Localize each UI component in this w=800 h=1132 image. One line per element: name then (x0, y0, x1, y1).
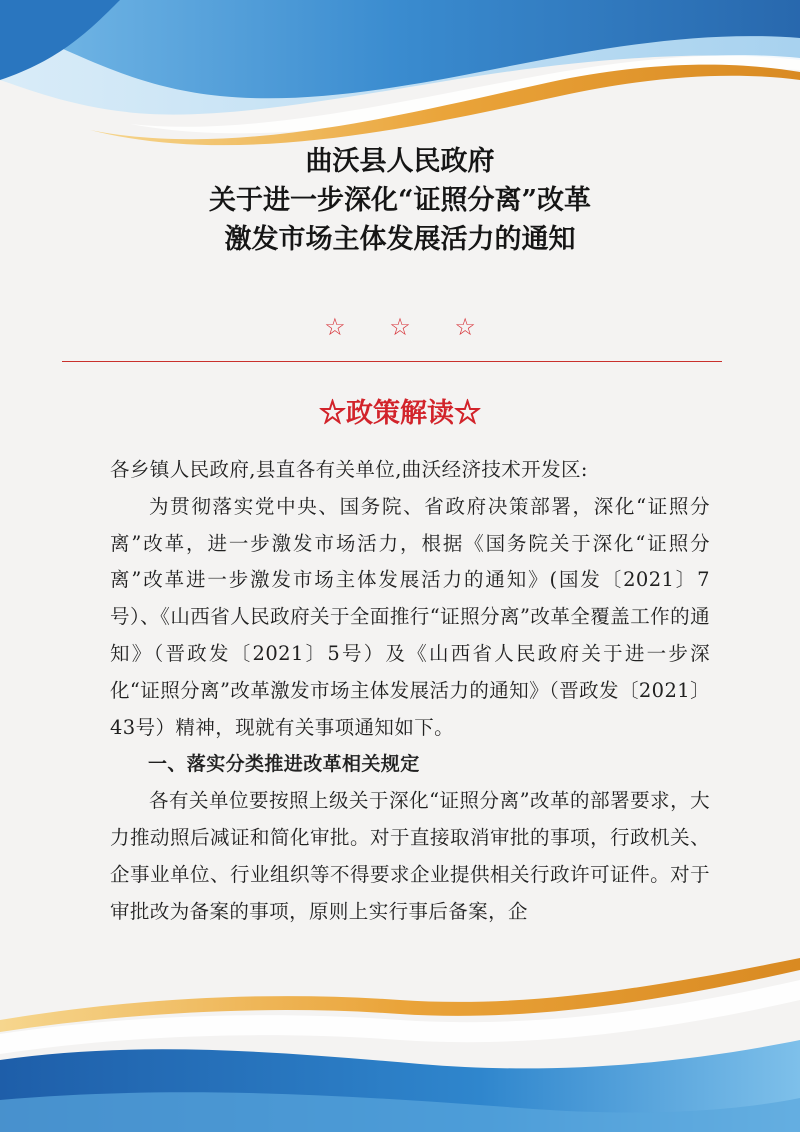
paragraph-intro: 为贯彻落实党中央、国务院、省政府决策部署，深化“证照分离”改革，进一步激发市场活力，根据《国务院关于深化“证照分离”改革进一步激发市场主体发展活力的通知》(国发〔2021〕7号）、《山西省人民政府关于全面推行“证照分离”改革全覆盖工作的通知》（晋政发〔2021〕5号）及《山西省人民政府关于进一步深化“证照分离”改革激发市场主体发展活力的通知》（晋政发〔2021〕43号）精神，现就有关事项通知如下。 (110, 494, 710, 739)
policy-interpretation-label: ☆政策解读☆ (319, 398, 481, 429)
section-heading-1: 一、落实分类推进改革相关规定 (148, 753, 420, 776)
title-line-2: 关于进一步深化“证照分离”改革 (208, 185, 592, 216)
salutation: 各乡镇人民政府,县直各有关单位,曲沃经济技术开发区: (110, 458, 588, 481)
star-ornament: ☆ ☆ ☆ (324, 313, 494, 341)
title-line-3: 激发市场主体发展活力的通知 (224, 224, 576, 255)
document-title (0, 142, 800, 259)
document-body (110, 452, 710, 930)
title-line-1: 曲沃县人民政府 (305, 146, 495, 177)
red-divider (62, 361, 722, 362)
paragraph-section-1: 各有关单位要按照上级关于深化“证照分离”改革的部署要求，大力推动照后减证和简化审批。对于直接取消审批的事项，行政机关、企事业单位、行业组织等不得要求企业提供相关行政许可证件。对于审批改为备案的事项，原则上实行事后备案，企 (110, 789, 710, 923)
